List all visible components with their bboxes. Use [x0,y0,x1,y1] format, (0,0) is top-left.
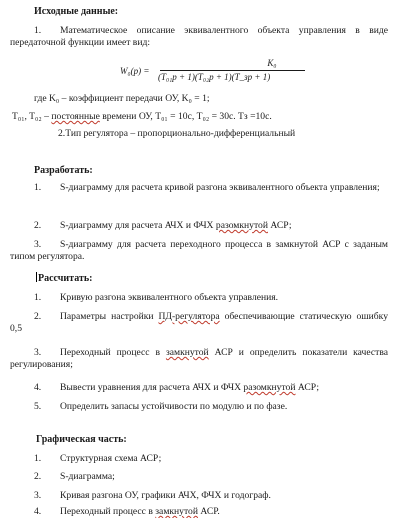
graphic-item-4-text-b: АСР. [197,506,220,517]
graphic-item-4-text-a: Переходный процесс в [60,506,156,517]
time-constants-line [12,111,394,123]
develop-item-1-text: S-диаграмму для расчета кривой разгона эквивалентного объекта управления; [60,182,380,193]
initial-p1-number: 1. [34,25,42,36]
calculate-item-5-text: Определить запасы устойчивости по модулю и по фазе. [60,401,288,412]
graphic-item-3-text: Кривая разгона ОУ, графики АЧХ, ФЧХ и годограф. [60,490,271,501]
graphic-item-2-number: 2. [34,471,42,482]
develop-item-3-number: 3. [34,239,42,250]
calculate-item-5-number: 5. [34,401,42,412]
calculate-item-4-wavy: разомкнутой [243,382,296,393]
calculate-item-2-wavy: ПД-регулятора [158,311,220,322]
calculate-item-4 [34,382,400,394]
calculate-heading [36,272,93,285]
develop-item-3-text-b: АСР с заданым типом регулятора. [10,239,388,262]
graphic-item-3-number: 3. [34,490,42,501]
text-cursor [36,272,37,282]
develop-item-1 [10,182,388,194]
graphic-item-2 [34,471,400,483]
graphic-item-1-number: 1. [34,453,42,464]
develop-item-2-wavy: разомкнутой [215,220,268,231]
develop-item-1-number: 1. [34,182,42,193]
calculate-item-1-number: 1. [34,292,42,303]
regulator-type-line: 2.Тип регулятора – пропорционально-дифференциальный [58,128,296,139]
graphic-item-3 [34,490,400,502]
graphic-heading: Графическая часть: [36,434,127,445]
develop-item-3-text-a: S-диаграмму для расчета переходного процесса в [60,239,272,250]
develop-item-3-wavy: замкнутой [275,239,319,250]
calculate-item-2-text-b: обеспечивающие статическую ошибку 0,5 [10,311,389,334]
calculate-item-1 [34,292,400,304]
formula-fraction-bar [160,70,305,71]
develop-item-3 [10,239,388,262]
calculate-item-3-number: 3. [34,347,42,358]
calculate-item-3-wavy: замкнутой [165,347,209,358]
formula-denominator: (T₀₁p + 1)(T₀₂p + 1)(T_зp + 1) [158,72,271,82]
initial-paragraph-1 [10,25,388,48]
calculate-item-2-text-a: Параметры настройки [60,311,159,322]
calculate-heading-text: Рассчитать: [38,273,93,284]
time-constants-wavy-word: постоянные [51,111,100,122]
initial-p1-text: Математическое описание эквивалентного объекта управления в виде передаточной функции имеет вид: [10,25,388,48]
formula-numerator: K₀ [267,58,277,68]
calculate-item-3-text-b: АСР и определить показатели качества регулирования; [10,347,388,370]
transfer-function-formula [120,58,310,88]
graphic-item-1 [34,453,400,465]
k0-line: где K₀ – коэффициент передачи ОУ, K₀ = 1; [34,93,210,104]
develop-item-2 [34,220,400,232]
calculate-item-3-text-a: Переходный процесс в [60,347,166,358]
calculate-item-2-number: 2. [34,311,42,322]
develop-heading: Разработать: [34,165,93,176]
initial-data-heading: Исходные данные: [34,6,119,17]
develop-item-2-text-a: S-диаграмму для расчета АЧХ и ФЧХ [60,220,214,231]
time-constants-suffix: времени ОУ, T₀₁ = 10с, T₀₂ = 30с. Tз =10с. [102,111,272,122]
calculate-item-4-number: 4. [34,382,42,393]
graphic-item-1-text: Структурная схема АСР; [60,453,162,464]
graphic-item-4-number: 4. [34,506,42,517]
graphic-item-4 [34,506,400,518]
develop-item-2-text-b: АСР; [267,220,292,231]
time-constants-prefix: T₀₁, T₀₂ – [12,111,49,122]
calculate-item-4-text-a: Вывести уравнения для расчета АЧХ и ФЧХ [60,382,244,393]
graphic-item-4-wavy: замкнутой [155,506,198,517]
calculate-item-5 [34,401,400,413]
calculate-item-1-text: Кривую разгона эквивалентного объекта управления. [60,292,279,303]
calculate-item-4-text-b: АСР; [295,382,320,393]
formula-lhs: W₀(p) = [120,66,150,76]
develop-item-2-number: 2. [34,220,42,231]
calculate-item-3 [10,347,388,370]
graphic-item-2-text: S-диаграмма; [60,471,115,482]
calculate-item-2 [10,311,388,334]
